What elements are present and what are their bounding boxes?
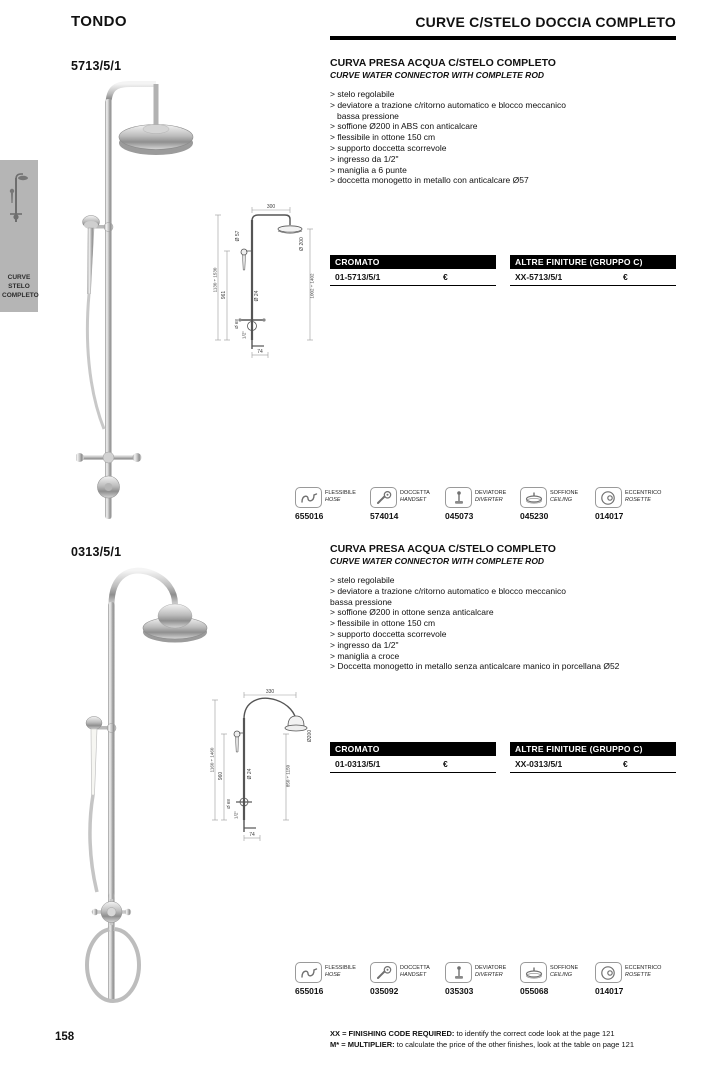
price-table-header: ALTRE FINITURE (GRUPPO C) (510, 742, 676, 756)
technical-drawing (212, 202, 318, 370)
accessory-item (370, 962, 444, 996)
accessory-code: 055068 (520, 986, 549, 996)
price-row (510, 756, 676, 773)
accessory-code: 574014 (370, 511, 399, 521)
feature-item: > deviatore a trazione c/ritorno automatico e blocco meccanico (330, 100, 662, 111)
price-table-other-finishes (510, 255, 676, 286)
accessory-code: 655016 (295, 511, 324, 521)
accessory-label: FLESSIBILE HOSE (325, 965, 356, 978)
svg-text:Ø 68: Ø 68 (226, 799, 231, 809)
side-tab-label: CURVE STELO COMPLETO (2, 274, 39, 299)
svg-text:330: 330 (265, 689, 275, 695)
price-table-header: CROMATO (330, 742, 496, 756)
accessory-code: 655016 (295, 986, 324, 996)
feature-item: > flessibile in ottone 150 cm (330, 132, 662, 143)
feature-item: > maniglia a 6 punte (330, 165, 662, 176)
price-row (330, 269, 496, 286)
accessory-item (520, 487, 594, 521)
svg-text:1/2": 1/2" (241, 331, 247, 339)
product-code: 0313/5/1 (71, 545, 122, 559)
price-table-chrome (330, 742, 496, 773)
price-table-other-finishes (510, 742, 676, 773)
product-description (330, 57, 676, 186)
accessory-icon-box (445, 962, 472, 983)
product-subtitle: CURVE WATER CONNECTOR WITH COMPLETE ROD (330, 70, 545, 80)
svg-text:1/2": 1/2" (233, 811, 239, 819)
footnote-multiplier: M* = MULTIPLIER: to calculate the price of the other finishes, look at the table on page 121 (330, 1039, 634, 1049)
svg-text:850 ÷ 1150: 850 ÷ 1150 (285, 764, 291, 788)
product-section (0, 543, 711, 1023)
diverter-icon (448, 965, 470, 981)
feature-item: > soffione Ø200 in ottone senza anticalcare (330, 607, 662, 618)
diverter-icon (448, 490, 470, 506)
accessory-code: 035092 (370, 986, 399, 996)
accessory-code: 014017 (595, 511, 624, 521)
accessory-label: DEVIATORE DIVERTER (475, 490, 507, 503)
feature-item: > soffione Ø200 in ABS con anticalcare (330, 121, 662, 132)
page-title: CURVE C/STELO DOCCIA COMPLETO (415, 14, 676, 30)
accessory-item (595, 962, 669, 996)
accessory-icon-box (295, 487, 322, 508)
svg-text:300: 300 (266, 204, 276, 210)
accessory-label: DOCCETTA HANDSET (400, 490, 430, 503)
title-underline-bar (330, 36, 676, 40)
accessory-label: DEVIATORE DIVERTER (475, 965, 507, 978)
accessory-icon-box (370, 487, 397, 508)
accessory-label: DOCCETTA HANDSET (400, 965, 430, 978)
svg-text:961: 961 (221, 290, 227, 300)
technical-drawing (210, 688, 322, 850)
feature-item: > ingresso da 1/2" (330, 640, 662, 651)
accessory-item (445, 487, 519, 521)
svg-text:Ø 200: Ø 200 (299, 237, 305, 251)
product-code: 5713/5/1 (71, 59, 122, 73)
brand-name: TONDO (71, 13, 127, 30)
accessory-icon-box (595, 962, 622, 983)
feature-item: > stelo regolabile (330, 89, 662, 100)
price-currency: € (443, 759, 448, 769)
order-code: 01-5713/5/1 (335, 272, 381, 282)
svg-text:1002 ÷ 1402: 1002 ÷ 1402 (309, 273, 315, 299)
product-title: CURVA PRESA ACQUA C/STELO COMPLETO (330, 543, 556, 555)
ceiling-shower-icon (523, 490, 545, 506)
feature-item: bassa pressione (337, 110, 399, 121)
feature-item: bassa pressione (330, 596, 392, 607)
price-table-header: CROMATO (330, 255, 496, 269)
product-description (330, 543, 676, 672)
feature-item: > deviatore a trazione c/ritorno automatico e blocco meccanico (330, 586, 662, 597)
feature-item: > ingresso da 1/2" (330, 154, 662, 165)
accessory-label: ECCENTRICO ROSETTE (625, 490, 662, 503)
svg-text:Ø200: Ø200 (307, 729, 313, 743)
accessory-label: ECCENTRICO ROSETTE (625, 965, 662, 978)
product-subtitle: CURVE WATER CONNECTOR WITH COMPLETE ROD (330, 556, 545, 566)
feature-item: > supporto doccetta scorrevole (330, 143, 662, 154)
accessory-code: 045073 (445, 511, 474, 521)
accessory-icon-box (595, 487, 622, 508)
accessory-item (520, 962, 594, 996)
rosette-icon (598, 490, 620, 506)
svg-text:Ø 57: Ø 57 (235, 230, 241, 242)
hose-icon (298, 490, 320, 506)
accessory-code: 035303 (445, 986, 474, 996)
price-currency: € (623, 272, 628, 282)
hose-icon (298, 965, 320, 981)
price-table-chrome (330, 255, 496, 286)
product-photo (76, 79, 202, 524)
order-code: XX-0313/5/1 (515, 759, 563, 769)
price-table-header: ALTRE FINITURE (GRUPPO C) (510, 255, 676, 269)
svg-text:1130 ÷ 1530: 1130 ÷ 1530 (212, 267, 218, 293)
accessory-item (595, 487, 669, 521)
handset-icon (373, 965, 395, 981)
price-row (330, 756, 496, 773)
accessory-label: SOFFIONE CEILING (550, 965, 579, 978)
feature-item: > maniglia a croce (330, 651, 662, 662)
svg-text:74: 74 (257, 349, 263, 355)
price-currency: € (623, 759, 628, 769)
accessory-icon-box (370, 962, 397, 983)
feature-item: > doccetta monogetto in metallo con anticalcare Ø57 (330, 175, 662, 186)
price-currency: € (443, 272, 448, 282)
accessory-code: 045230 (520, 511, 549, 521)
accessory-label: SOFFIONE CEILING (550, 490, 579, 503)
accessory-icon-box (445, 487, 472, 508)
svg-text:74: 74 (249, 832, 255, 838)
accessory-item (445, 962, 519, 996)
accessory-item (295, 487, 369, 521)
feature-item: > supporto doccetta scorrevole (330, 629, 662, 640)
feature-list (330, 89, 662, 186)
accessory-icon-box (520, 962, 547, 983)
handset-icon (373, 490, 395, 506)
footnotes (330, 1029, 680, 1050)
svg-text:Ø 24: Ø 24 (247, 768, 253, 780)
page-number: 158 (55, 1031, 75, 1043)
feature-item: > stelo regolabile (330, 575, 662, 586)
order-code: 01-0313/5/1 (335, 759, 381, 769)
product-photo (73, 560, 219, 1012)
feature-item: > flessibile in ottone 150 cm (330, 618, 662, 629)
product-title: CURVA PRESA ACQUA C/STELO COMPLETO (330, 57, 556, 69)
svg-text:Ø 68: Ø 68 (234, 319, 239, 329)
footnote-finishing-code: XX = FINISHING CODE REQUIRED: to identify the correct code look at the page 121 (330, 1029, 615, 1038)
ceiling-shower-icon (523, 965, 545, 981)
svg-text:960: 960 (218, 771, 224, 781)
accessory-item (295, 962, 369, 996)
accessory-icon-box (520, 487, 547, 508)
accessory-label: FLESSIBILE HOSE (325, 490, 356, 503)
feature-item: > Doccetta monogetto in metallo senza anticalcare manico in porcellana Ø52 (330, 661, 662, 672)
accessory-item (370, 487, 444, 521)
svg-text:1160 ÷ 1460: 1160 ÷ 1460 (210, 747, 215, 773)
rosette-icon (598, 965, 620, 981)
feature-list (330, 575, 662, 672)
product-section (0, 57, 711, 537)
accessory-icon-box (295, 962, 322, 983)
svg-text:Ø 24: Ø 24 (254, 290, 260, 302)
price-row (510, 269, 676, 286)
order-code: XX-5713/5/1 (515, 272, 563, 282)
accessory-code: 014017 (595, 986, 624, 996)
